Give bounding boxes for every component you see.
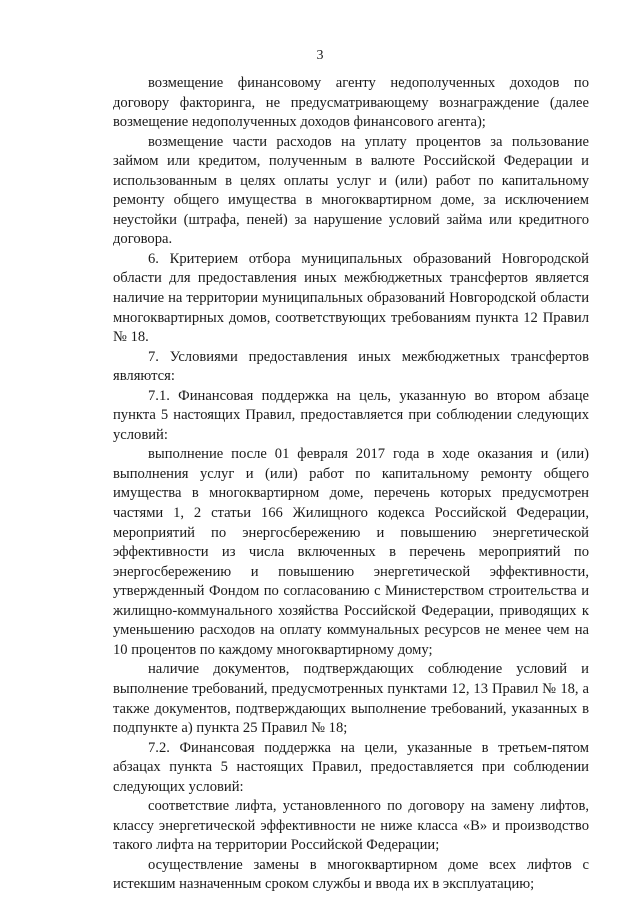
- paragraph: выполнение после 01 февраля 2017 года в ходе оказания и (или) выполнения услуг и (или) работ по капитальному ремонту общего имущества в многоквартирном доме, перечень которых предусмотрен частями 1, 2 статьи 166 Жилищного кодекса Российской Федерации, мероприятий по энергосбережению и повышению энергетической эффективности из числа включенных в перечень мероприятий по энергосбережению и повышению энергетической эффективности, утвержденный Фондом по согласованию с Министерством строительства и жилищно-коммунального хозяйства Российской Федерации, приводящих к уменьшению расходов на оплату коммунальных ресурсов не менее чем на 10 процентов по каждому многоквартирному дому;: [113, 446, 589, 658]
- paragraph: осуществление замены в многоквартирном доме всех лифтов с истекшим назначенным сроком службы и ввода их в эксплуатацию;: [113, 856, 589, 893]
- paragraph: 7.1. Финансовая поддержка на цель, указанную во втором абзаце пункта 5 настоящих Правил, предоставляется при соблюдении следующих условий:: [113, 387, 589, 443]
- paragraph: 7. Условиями предоставления иных межбюджетных трансфертов являются:: [113, 348, 589, 385]
- page-number: 3: [316, 48, 324, 63]
- paragraph: возмещение части расходов на уплату процентов за пользование займом или кредитом, полученным в валюте Российской Федерации и использованным в целях оплаты услуг и (или) работ по капитальному ремонту общего имущества в многоквартирном доме, за исключением неустойки (штрафа, пеней) за нарушение условий займа или кредитного договора.: [113, 133, 589, 248]
- paragraph: 6. Критерием отбора муниципальных образований Новгородской области для предоставления иных межбюджетных трансфертов является наличие на территории муниципальных образований Новгородской области многоквартирных домов, соответствующих требованиям пункта 12 Правил № 18.: [113, 250, 589, 346]
- paragraph: 7.2. Финансовая поддержка на цели, указанные в третьем-пятом абзацах пункта 5 настоящих Правил, предоставляется при соблюдении следующих условий:: [113, 739, 589, 795]
- paragraph: наличие документов, подтверждающих соблюдение условий и выполнение требований, предусмотренных пунктами 12, 13 Правил № 18, а также документов, подтверждающих выполнение требований, указанных в подпункте а) пункта 25 Правил № 18;: [113, 661, 589, 737]
- paragraph: соответствие лифта, установленного по договору на замену лифтов, классу энергетической эффективности не ниже класса «В» и производство такого лифта на территории Российской Федерации;: [113, 798, 589, 854]
- document-body: [113, 74, 589, 895]
- paragraph: возмещение финансовому агенту недополученных доходов по договору факторинга, не предусматривающему вознаграждение (далее возмещение недополученных доходов финансового агента);: [113, 75, 589, 131]
